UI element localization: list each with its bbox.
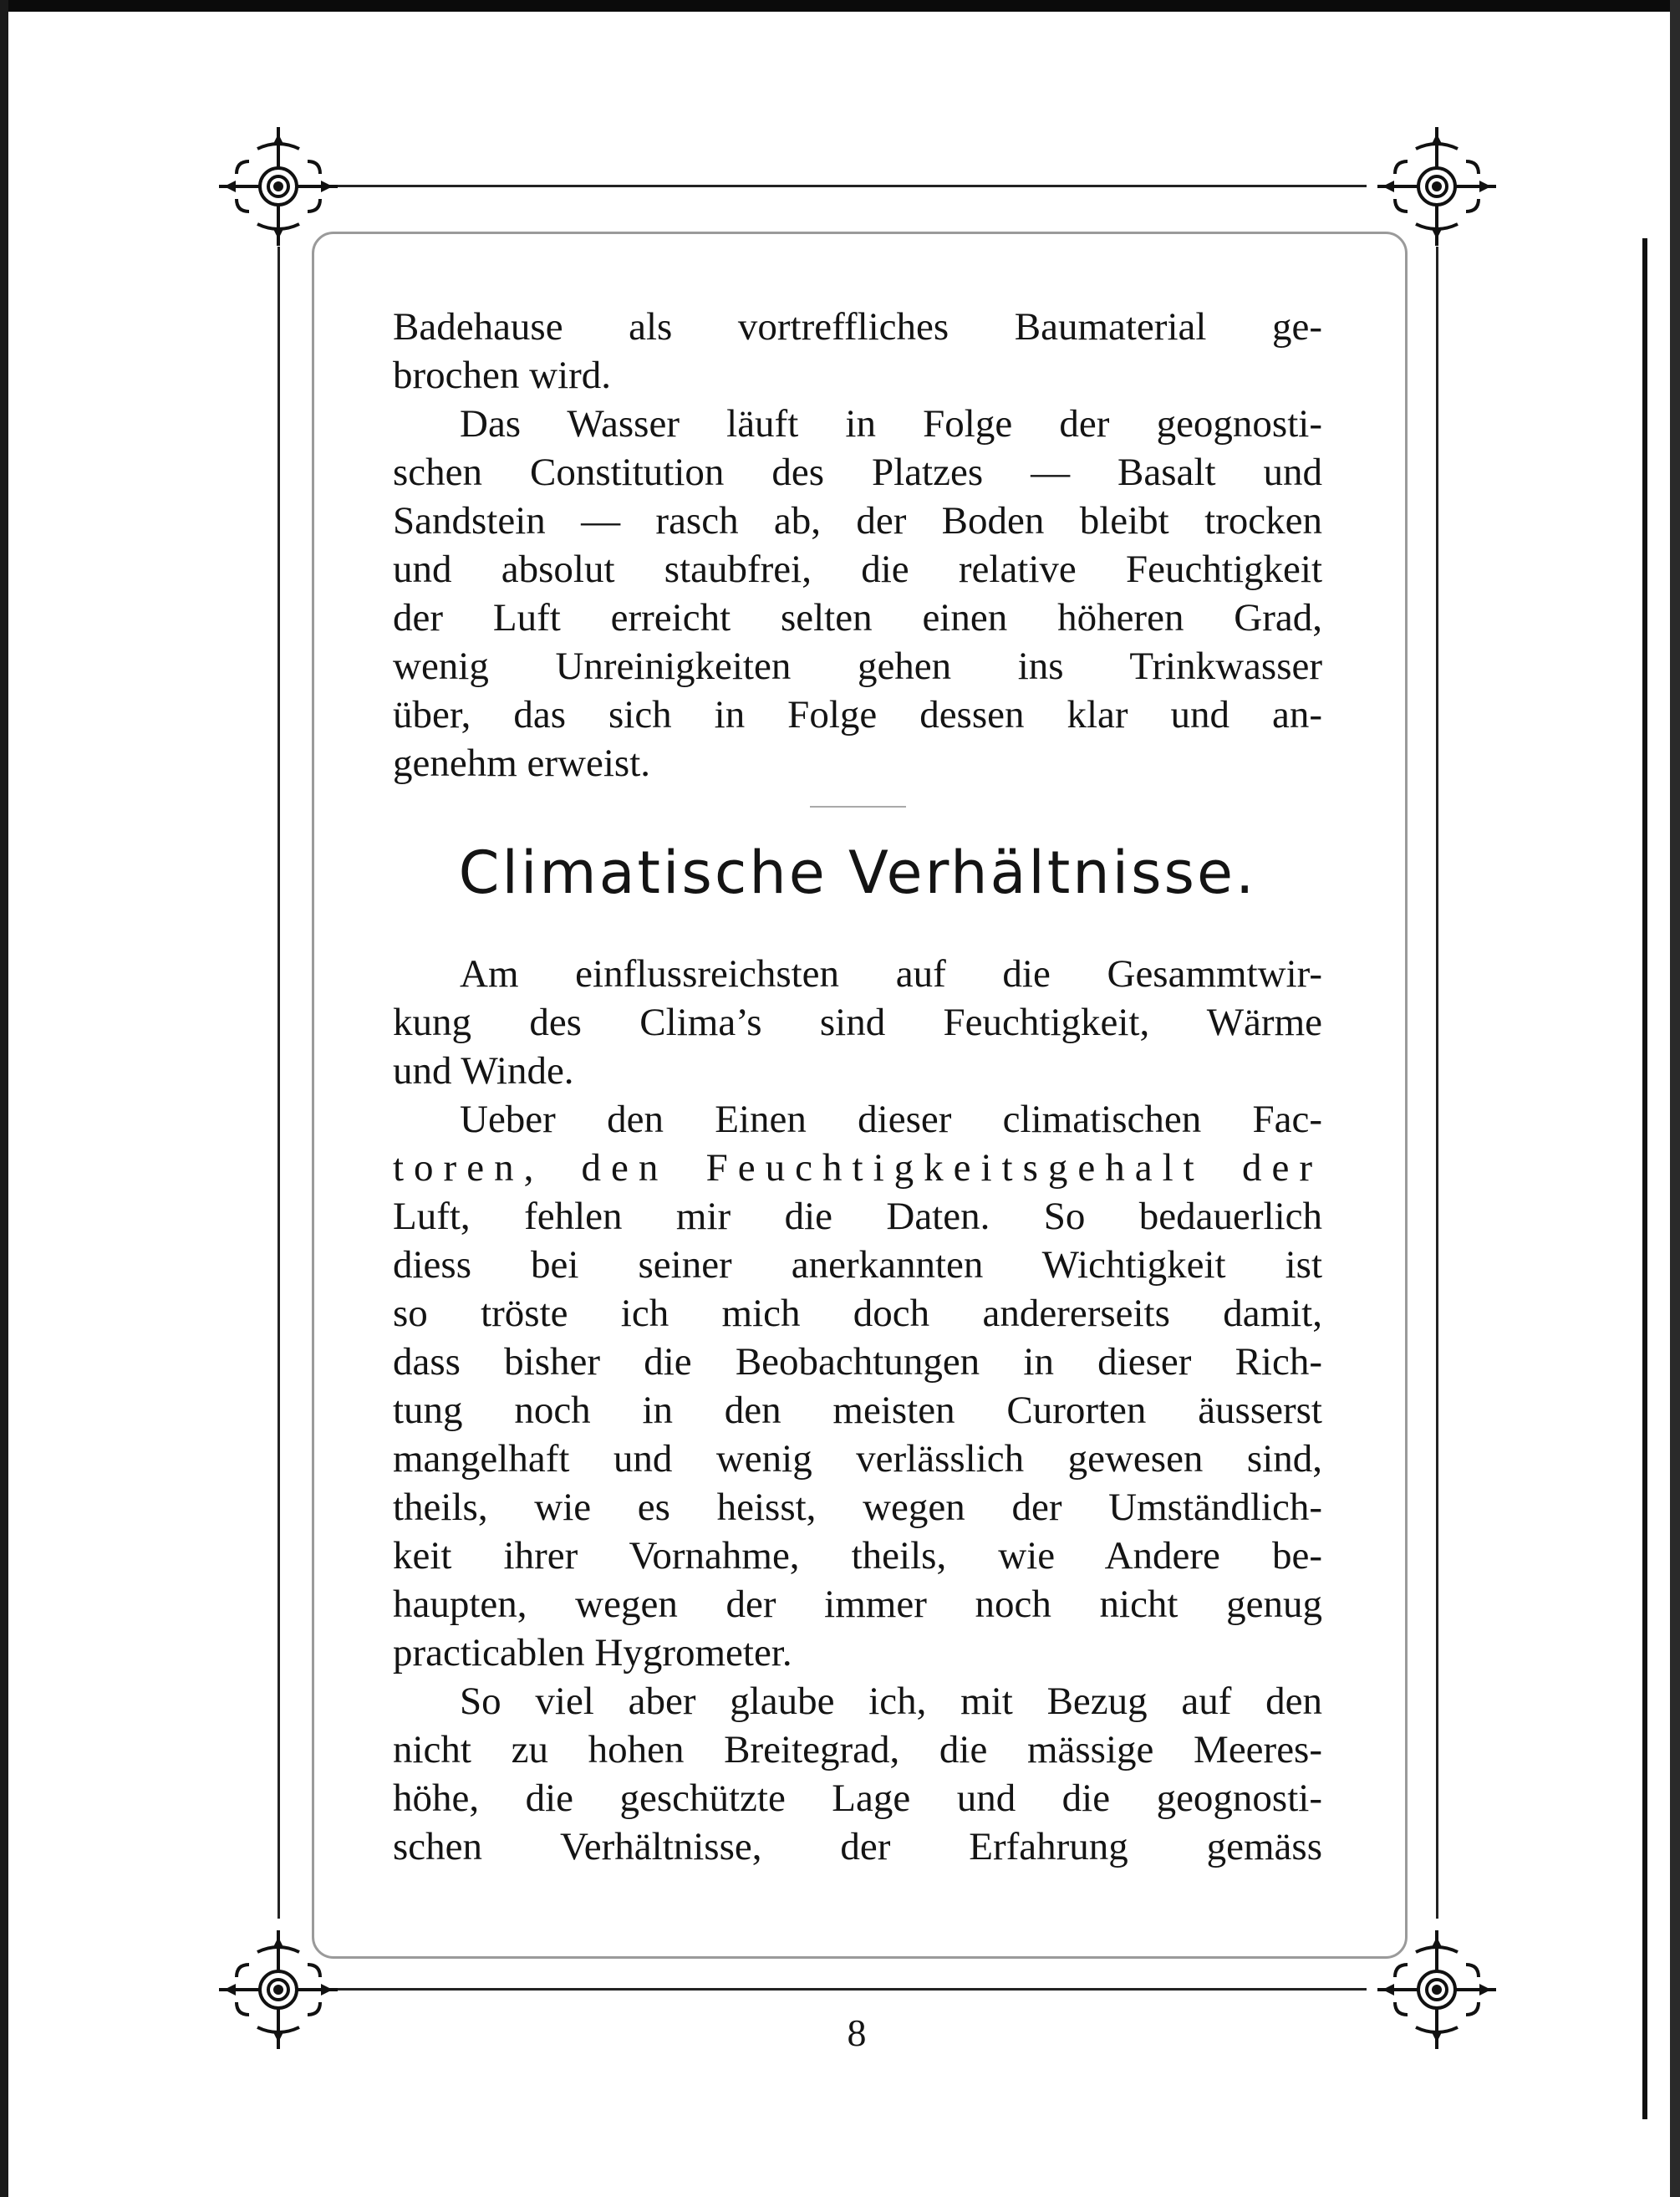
- scan-edge-left: [0, 0, 8, 2197]
- text-line: diess bei seiner anerkannten Wichtigkeit ist: [393, 1243, 1322, 1287]
- scan-edge-right: [1670, 0, 1680, 2197]
- frame-left-rule: [277, 247, 280, 1919]
- frame-right-rule: [1436, 247, 1438, 1919]
- text-line: Das Wasser läuft in Folge der geognosti-: [460, 402, 1322, 446]
- text-line: der Luft erreicht selten einen höheren Grad,: [393, 596, 1322, 640]
- text-line: schen Verhältnisse, der Erfahrung gemäss: [393, 1825, 1322, 1868]
- text-line: theils, wie es heisst, wegen der Umständlich-: [393, 1486, 1322, 1529]
- text-line: höhe, die geschützte Lage und die geognosti-: [393, 1776, 1322, 1820]
- text-line: schen Constitution des Platzes — Basalt und: [393, 451, 1322, 494]
- corner-ornament-icon: [1374, 1927, 1499, 2052]
- text-line: Sandstein — rasch ab, der Boden bleibt trocken: [393, 499, 1322, 543]
- paragraph: [393, 1677, 1322, 1871]
- paragraph: [393, 1095, 1322, 1677]
- corner-ornament-icon: [216, 124, 341, 249]
- text-line: wenig Unreinigkeiten gehen ins Trinkwasser: [393, 645, 1322, 688]
- paragraph: [393, 400, 1322, 788]
- text-line: kung des Clima’s sind Feuchtigkeit, Wärme: [393, 1001, 1322, 1044]
- text-line: dass bisher die Beobachtungen in dieser Rich-: [393, 1340, 1322, 1384]
- text-line: practicablen Hygrometer.: [393, 1631, 792, 1675]
- text-line: Ueber den Einen dieser climatischen Fac-: [460, 1098, 1322, 1141]
- text-line: so tröste ich mich doch andererseits damit,: [393, 1292, 1322, 1335]
- corner-ornament-icon: [216, 1927, 341, 2052]
- text-line: über, das sich in Folge dessen klar und an-: [393, 693, 1322, 737]
- text-line: So viel aber glaube ich, mit Bezug auf den: [460, 1680, 1322, 1723]
- frame-top-rule: [330, 185, 1367, 187]
- text-line: und absolut staubfrei, die relative Feuchtigkeit: [393, 548, 1322, 591]
- text-line: tung noch in den meisten Curorten äusserst: [393, 1389, 1322, 1432]
- text-line: genehm erweist.: [393, 742, 651, 785]
- section-heading: Climatische Verhältnisse.: [458, 839, 1257, 907]
- page-body: [393, 303, 1322, 1871]
- text-line: Badehause als vortreffliches Baumaterial ge-: [393, 305, 1322, 349]
- text-line: keit ihrer Vornahme, theils, wie Andere be-: [393, 1534, 1322, 1578]
- text-line: toren, den Feuchtigkeitsgehalt der: [393, 1146, 1322, 1190]
- corner-ornament-icon: [1374, 124, 1499, 249]
- frame-bottom-rule: [330, 1988, 1367, 1991]
- paragraph: [393, 303, 1322, 400]
- paragraph: [393, 950, 1322, 1095]
- scan-edge-top: [0, 0, 1680, 12]
- text-line: nicht zu hohen Breitegrad, die mässige Meeres-: [393, 1728, 1322, 1771]
- binding-edge: [1642, 238, 1647, 2119]
- text-line: mangelhaft und wenig verlässlich gewesen sind,: [393, 1437, 1322, 1481]
- text-line: und Winde.: [393, 1049, 574, 1093]
- text-line: Luft, fehlen mir die Daten. So bedauerlich: [393, 1195, 1322, 1238]
- section-divider: [810, 806, 906, 808]
- text-line: Am einflussreichsten auf die Gesammtwir-: [460, 952, 1322, 996]
- text-line: haupten, wegen der immer noch nicht genug: [393, 1583, 1322, 1626]
- page-number: 8: [847, 2011, 867, 2054]
- text-line: brochen wird.: [393, 354, 612, 397]
